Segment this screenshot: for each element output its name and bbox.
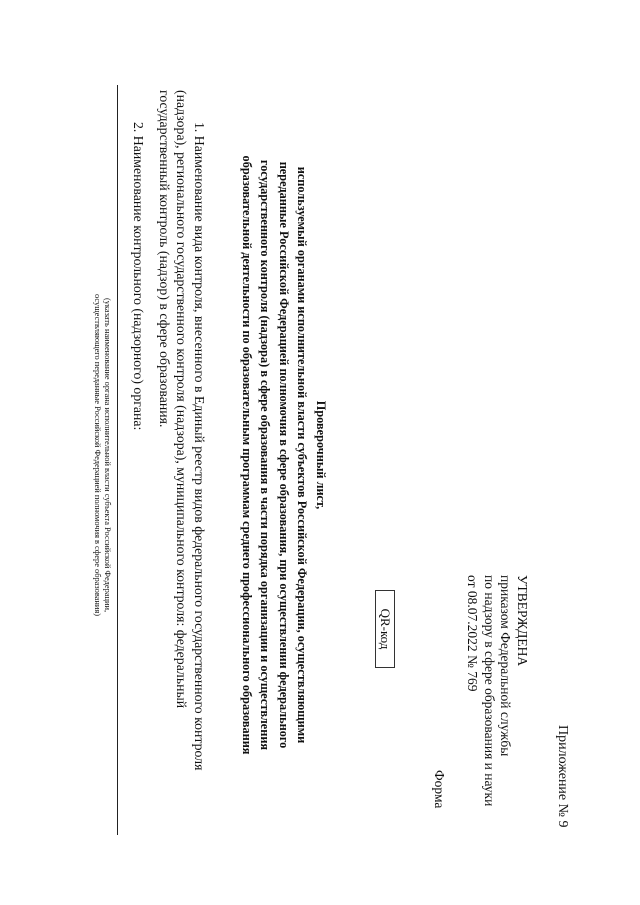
footnote-line: осуществляющего переданные Российской Федерацией полномочия в сфере образования)	[93, 294, 102, 616]
qr-code-placeholder: QR-код	[375, 590, 395, 668]
document-title	[238, 90, 331, 820]
title-line: переданные Российской Федерацией полномочия в сфере образования, при осуществлении федерального	[277, 161, 291, 749]
approval-line: от 08.07.2022 № 769	[465, 575, 481, 692]
title-line: Проверочный лист,	[314, 400, 328, 510]
item-1-line: (надзора), регионального государственного контроля (надзора), муниципального контроля: федеральный	[174, 90, 190, 709]
approval-stamp	[464, 575, 530, 806]
approval-line: приказом Федеральной службы	[498, 575, 514, 757]
item-2-footnote	[92, 145, 112, 765]
form-label: Форма	[432, 770, 447, 809]
appendix-number: Приложение № 9	[555, 725, 570, 828]
fill-in-line	[117, 85, 118, 835]
item-1-line: 1. Наименование вида контроля, внесенного в Единый реестр видов федерального государственного контроля	[192, 122, 207, 771]
title-line: государственного контроля (надзора) в сфере образования в части порядка организации и осуществления	[258, 159, 273, 751]
footnote-line: (указать наименование органа исполнительной власти субъекта Российской Федерации,	[103, 297, 112, 613]
title-line: образовательной деятельности по образовательным программам среднего профессионального образования	[240, 155, 254, 755]
title-line: используемый органами исполнительной власти субъектов Российской Федерации, осуществляющими	[295, 166, 310, 744]
item-1-paragraph	[156, 90, 209, 820]
item-2-paragraph: 2. Наименование контрольного (надзорного) органа:	[131, 122, 146, 431]
approval-line: по надзору в сфере образования и науки	[482, 575, 497, 807]
item-1-line: государственный контроль (надзор) в сфере образования.	[157, 90, 172, 428]
approval-line: УТВЕРЖДЕНА	[515, 575, 530, 667]
